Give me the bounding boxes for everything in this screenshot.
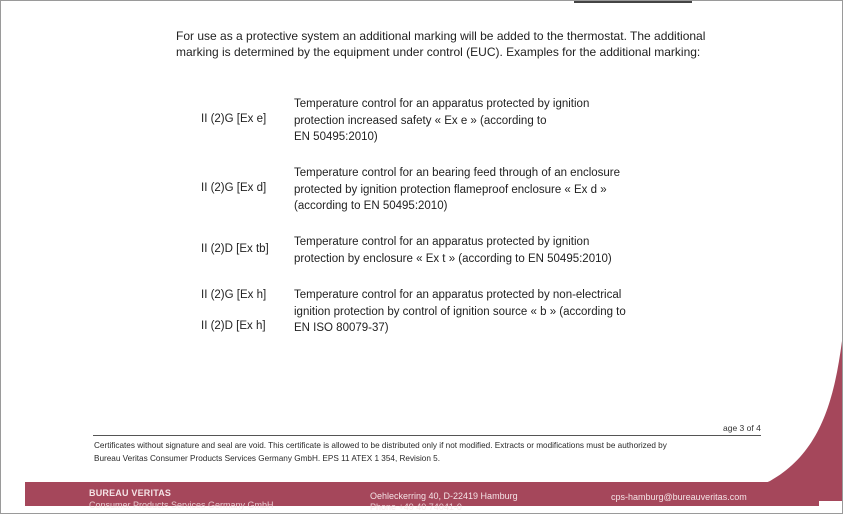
- marking-description: [294, 287, 664, 337]
- intro-line-2: marking is determined by the equipment under control (EUC). Examples for the additional marking:: [176, 44, 701, 59]
- description-line: (according to EN 50495:2010): [294, 200, 448, 212]
- marking-code: II (2)D [Ex tb]: [201, 243, 269, 255]
- description-line: EN ISO 80079-37): [294, 322, 389, 334]
- company-name: BUREAU VERITAS: [89, 488, 172, 498]
- company-address: Oehleckerring 40, D-22419 Hamburg: [370, 491, 518, 501]
- page-number: age 3 of 4: [723, 423, 761, 433]
- description-line: EN 50495:2010): [294, 131, 378, 143]
- marking-code: II (2)D [Ex h]: [201, 320, 266, 332]
- footer-divider: [93, 435, 761, 436]
- description-line: Temperature control for an apparatus protected by ignition: [294, 98, 590, 110]
- description-line: protected by ignition protection flameproof enclosure « Ex d »: [294, 183, 607, 196]
- description-line: Temperature control for an bearing feed through of an enclosure: [294, 167, 621, 179]
- top-rule: [574, 1, 692, 3]
- marking-description: [294, 234, 664, 267]
- marking-description: [294, 96, 664, 146]
- description-line: protection by enclosure « Ex t » (according to EN 50495:2010): [294, 252, 612, 265]
- intro-paragraph: [176, 29, 736, 60]
- intro-line-1: For use as a protective system an additional marking will be added to the thermostat. The additional: [176, 29, 706, 43]
- marking-description: [294, 165, 664, 215]
- brand-wave-graphic: [722, 341, 842, 501]
- description-line: ignition protection by control of ignition source « b » (according to: [294, 305, 626, 318]
- description-line: protection increased safety « Ex e » (according to: [294, 114, 547, 127]
- marking-code: II (2)G [Ex h]: [201, 289, 267, 301]
- description-line: Temperature control for an apparatus protected by non-electrical: [294, 289, 622, 301]
- marking-code: II (2)G [Ex d]: [201, 182, 267, 194]
- company-phone: Phone +49 40 74041-0: [370, 502, 462, 512]
- footer-brand-bar: [25, 482, 819, 512]
- company-subtitle: Consumer Products Services Germany GmbH: [89, 500, 274, 510]
- description-line: Temperature control for an apparatus protected by ignition: [294, 236, 590, 248]
- footer-disclaimer: [94, 439, 762, 465]
- company-email: cps-hamburg@bureauveritas.com: [611, 492, 747, 502]
- marking-code: II (2)G [Ex e]: [201, 113, 267, 125]
- disclaimer-line-2: Bureau Veritas Consumer Products Services Germany GmbH. EPS 11 ATEX 1 354, Revision 5.: [94, 454, 440, 463]
- disclaimer-line-1: Certificates without signature and seal are void. This certificate is allowed to be distributed only if not modified. Extracts or modifications must be authorized by: [94, 441, 667, 450]
